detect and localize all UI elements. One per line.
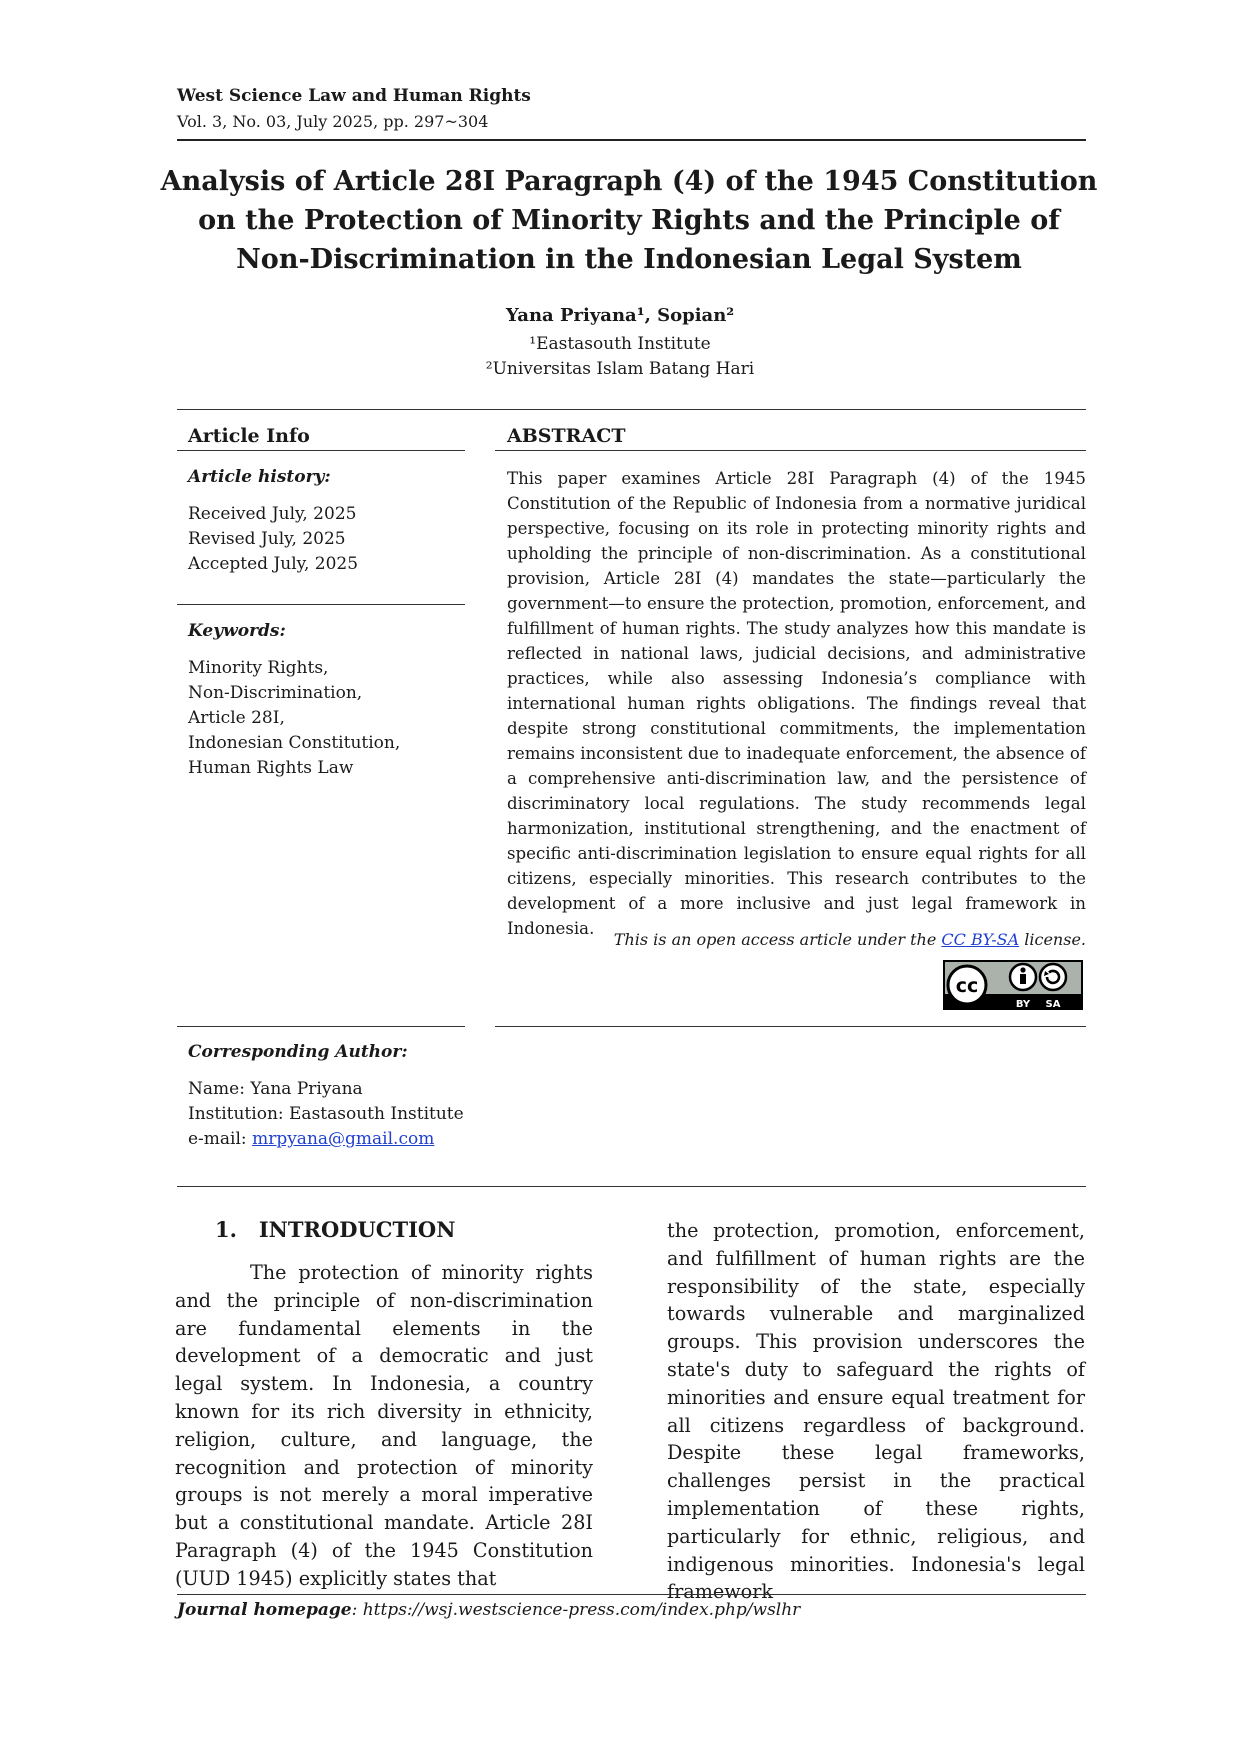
volume-info: Vol. 3, No. 03, July 2025, pp. 297~304 (177, 112, 489, 131)
footer-rule (177, 1594, 1086, 1595)
introduction-heading: 1. INTRODUCTION (215, 1217, 456, 1242)
article-info-rule (177, 450, 465, 451)
corresponding-name: Name: Yana Priyana (188, 1079, 363, 1099)
history-list (188, 502, 358, 577)
footer-url[interactable]: : https://wsj.westscience-press.com/index.php/wslhr (351, 1600, 801, 1620)
keywords-rule (177, 604, 465, 605)
cc-glyph: cc (955, 975, 979, 997)
email-label: e-mail: (188, 1129, 253, 1149)
revised-date: Revised July, 2025 (188, 529, 346, 549)
authors: Yana Priyana¹, Sopian² (505, 305, 735, 326)
keyword-item: Minority Rights, (188, 658, 329, 678)
intro-divider (177, 1186, 1086, 1187)
license-prefix: This is an open access article under the (613, 930, 942, 949)
footer (177, 1600, 800, 1620)
corresponding-details (188, 1077, 464, 1152)
keyword-item: Non-Discrimination, (188, 683, 363, 703)
affiliation-1: ¹Eastasouth Institute (529, 334, 711, 354)
footer-label: Journal homepage (177, 1600, 352, 1620)
cc-badge-icon (943, 960, 1083, 1010)
abstract-bottom-rule (495, 1026, 1086, 1027)
by-label: BY (1015, 999, 1031, 1010)
history-heading: Article history: (188, 467, 331, 487)
corresponding-email-line (188, 1127, 464, 1152)
received-date: Received July, 2025 (188, 504, 357, 524)
journal-name: West Science Law and Human Rights (177, 86, 531, 106)
introduction-column-1: The protection of minority rights and the principle of non-discrimination are fundamental elements in the development of a democratic and just legal system. In Indonesia, a country known for its rich diversity in ethnicity, religion, culture, and language, the recognition and protection of minority groups is not merely a moral imperative but a constitutional mandate. Article 28I Paragraph (4) of the 1945 Constitution (UUD 1945) explicitly states that (175, 1261, 593, 1590)
corresponding-heading: Corresponding Author: (188, 1042, 408, 1062)
license-link[interactable]: CC BY-SA (941, 930, 1020, 949)
article-info-heading: Article Info (188, 425, 310, 447)
header-rule (177, 139, 1086, 141)
keyword-item: Indonesian Constitution, (188, 733, 401, 753)
keywords-list (188, 656, 400, 781)
abstract-rule (495, 450, 1086, 451)
accepted-date: Accepted July, 2025 (188, 554, 359, 574)
license-note (507, 930, 1086, 949)
keyword-item: Article 28I, (188, 708, 285, 728)
keywords-heading: Keywords: (188, 621, 286, 641)
info-bottom-rule (177, 1026, 465, 1027)
paper-title: Analysis of Article 28I Paragraph (4) of the 1945 Constitution on the Protection of Minority Rights and the Principle of Non-Discrimination in the Indonesian Legal System (160, 166, 1098, 275)
introduction-column-2: the protection, promotion, enforcement, and fulfillment of human rights are the responsibility of the state, especially towards vulnerable and marginalized groups. This provision underscores the state's duty to safeguard the rights of minorities and ensure equal treatment for all citizens regardless of background. Despite these legal frameworks, challenges persist in the practical implementation of these rights, particularly for ethnic, religious, and indigenous minorities. Indonesia's legal framework (667, 1219, 1085, 1604)
top-divider (177, 409, 1086, 410)
keyword-item: Human Rights Law (188, 758, 354, 778)
cc-by-sa-badge[interactable] (943, 960, 1083, 1010)
affiliation-2: ²Universitas Islam Batang Hari (485, 359, 755, 379)
abstract-text: This paper examines Article 28I Paragraph (4) of the 1945 Constitution of the Republic of Indonesia from a normative juridical perspective, focusing on its role in protecting minority rights and upholding the principle of non-discrimination. As a constitutional provision, Article 28I (4) mandates the state—particularly the government—to ensure the protection, promotion, enforcement, and fulfillment of human rights. The study analyzes how this mandate is reflected in national laws, judicial decisions, and administrative practices, while also assessing Indonesia’s compliance with international human rights obligations. The findings reveal that despite strong constitutional commitments, the implementation remains inconsistent due to inadequate enforcement, the absence of a comprehensive anti-discrimination law, and the persistence of discriminatory local regulations. The study recommends legal harmonization, institutional strengthening, and the enactment of specific anti-discrimination legislation to ensure equal rights for all citizens, especially minorities. This research contributes to the development of a more inclusive and just legal framework in Indonesia. (507, 469, 1086, 938)
corresponding-institution: Institution: Eastasouth Institute (188, 1104, 464, 1124)
abstract-heading: ABSTRACT (507, 425, 626, 447)
sa-label: SA (1045, 999, 1061, 1010)
license-suffix: license. (1019, 930, 1086, 949)
email-link[interactable]: mrpyana@gmail.com (252, 1129, 435, 1149)
